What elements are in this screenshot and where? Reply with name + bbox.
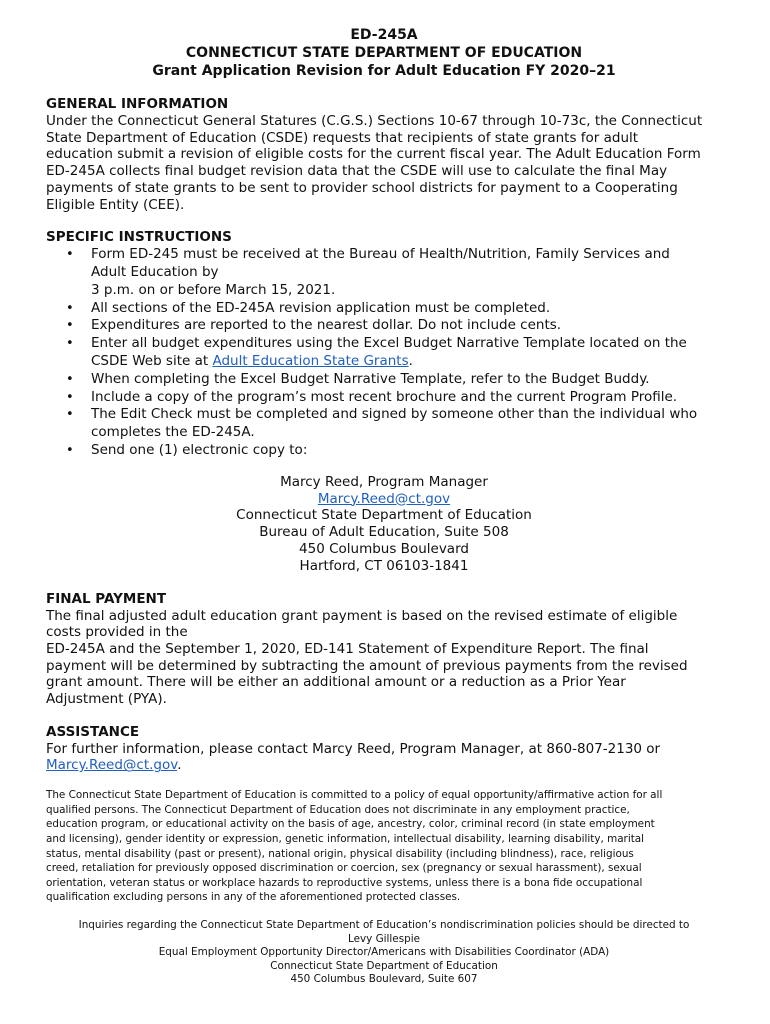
text-line: Equal Employment Opportunity Director/Americans with Disabilities Coordinator (ADA) xyxy=(158,946,610,959)
address-street: 450 Columbus Boulevard xyxy=(299,540,469,557)
text-line: ED-245A collects final budget revision data that the CSDE will use to calculate the final May xyxy=(46,163,668,180)
text-line: State Department of Education (CSDE) requests that recipients of state grants for adult xyxy=(46,129,639,146)
list-item: • Expenditures are reported to the nearest dollar. Do not include cents. xyxy=(46,317,722,335)
text-line: qualification excluding persons in any of the aforementioned protected classes. xyxy=(46,891,461,904)
text-line: education submit a revision of eligible costs for the current fiscal year. The Adult Education Form xyxy=(46,146,701,163)
assistance-section xyxy=(46,724,722,774)
text-line: status, mental disability (past or present), national origin, physical disability (including blindness), race, religious xyxy=(46,847,634,860)
text-fragment: . xyxy=(177,757,182,774)
assistance-email-link[interactable]: Marcy.Reed@ct.gov xyxy=(46,757,178,774)
text-line: creed, retaliation for previously opposed discrimination or coercion, sex (pregnancy or sexual harassment), sexual xyxy=(46,862,642,875)
text-line: education program, or educational activity on the basis of age, ancestry, color, criminal record (in state employment xyxy=(46,818,655,831)
text-line: • The Edit Check must be completed and signed by someone other than the individual who xyxy=(91,406,698,423)
list-item: • All sections of the ED-245A revision application must be completed. xyxy=(46,300,722,318)
address-city: Hartford, CT 06103-1841 xyxy=(299,557,469,574)
text-line: grant amount. There will be either an additional amount or a reduction as a Prior Year xyxy=(46,674,626,691)
list-item: • Send one (1) electronic copy to: xyxy=(46,442,722,460)
final-payment-section xyxy=(46,591,722,708)
general-information-text xyxy=(46,113,722,213)
text-line: qualified persons. The Connecticut Department of Education does not discriminate in any employment practice, xyxy=(46,803,630,816)
text-line: • Form ED-245 must be received at the Bureau of Health/Nutrition, Family Services and xyxy=(91,246,670,263)
instructions-list xyxy=(46,246,722,460)
text-line: and licensing), gender identity or expression, genetic information, intellectual disability, learning disability, marital xyxy=(46,832,645,845)
agency-name: CONNECTICUT STATE DEPARTMENT OF EDUCATION xyxy=(185,45,583,61)
assistance-heading: ASSISTANCE xyxy=(46,723,140,740)
text-line xyxy=(91,353,722,371)
general-information-section xyxy=(46,96,722,213)
text-line: orientation, veteran status or workplace hazards to reproductive systems, unless there is a bona fide occupational xyxy=(46,876,643,889)
document-header xyxy=(46,26,722,80)
inquiries-contact xyxy=(46,919,722,987)
mailing-address xyxy=(46,474,722,575)
final-payment-text xyxy=(46,608,722,708)
text-line: costs provided in the xyxy=(46,624,188,641)
text-line xyxy=(46,757,722,774)
nondiscrimination-text xyxy=(46,788,722,905)
list-item: • Include a copy of the program’s most recent brochure and the current Program Profile. xyxy=(46,389,722,407)
assistance-text xyxy=(46,741,722,774)
text-line: The Connecticut State Department of Education is committed to a policy of equal opportunity/affirmative action for all xyxy=(46,789,663,802)
text-line: ED-245A and the September 1, 2020, ED-141 Statement of Expenditure Report. The final xyxy=(46,640,649,657)
general-information-heading: GENERAL INFORMATION xyxy=(46,96,229,112)
form-id: ED-245A xyxy=(350,27,418,43)
text-line: Inquiries regarding the Connecticut State Department of Education’s nondiscrimination policies should be directed to xyxy=(78,918,690,931)
address-org: Connecticut State Department of Education xyxy=(236,507,532,524)
text-line: Adjustment (PYA). xyxy=(46,691,167,708)
text-line: 450 Columbus Boulevard, Suite 607 xyxy=(290,973,478,986)
text-line: 3 p.m. on or before March 15, 2021. xyxy=(91,281,336,298)
nondiscrimination-statement xyxy=(46,788,722,905)
specific-instructions-heading: SPECIFIC INSTRUCTIONS xyxy=(46,229,232,246)
text-line: For further information, please contact Marcy Reed, Program Manager, at 860-807-2130 or xyxy=(46,740,661,757)
text-line: payments of state grants to be sent to provider school districts for payment to a Cooperating xyxy=(46,179,678,196)
contact-name: Marcy Reed, Program Manager xyxy=(280,473,488,490)
text-line: completes the ED-245A. xyxy=(91,424,255,441)
text-fragment: CSDE Web site at xyxy=(91,353,213,369)
address-bureau: Bureau of Adult Education, Suite 508 xyxy=(259,524,509,541)
list-item xyxy=(46,406,722,442)
contact-email-link[interactable]: Marcy.Reed@ct.gov xyxy=(317,490,451,507)
text-line: • Enter all budget expenditures using the Excel Budget Narrative Template located on the xyxy=(91,335,687,352)
text-line: Connecticut State Department of Education xyxy=(270,959,498,972)
text-line: Levy Gillespie xyxy=(348,932,420,945)
text-line: payment will be determined by subtracting the amount of previous payments from the revised xyxy=(46,657,688,674)
list-item xyxy=(46,246,722,299)
text-fragment: . xyxy=(408,353,413,369)
text-line: Adult Education by xyxy=(91,264,219,281)
document-title: Grant Application Revision for Adult Education FY 2020–21 xyxy=(152,63,616,79)
final-payment-heading: FINAL PAYMENT xyxy=(46,590,167,607)
text-line: The final adjusted adult education grant payment is based on the revised estimate of eligible xyxy=(46,607,678,624)
list-item xyxy=(46,335,722,371)
specific-instructions-section xyxy=(46,229,722,574)
adult-education-state-grants-link[interactable]: Adult Education State Grants xyxy=(212,353,409,369)
list-item: • When completing the Excel Budget Narrative Template, refer to the Budget Buddy. xyxy=(46,371,722,389)
text-line: Eligible Entity (CEE). xyxy=(46,196,185,213)
text-line: Under the Connecticut General Statures (C.G.S.) Sections 10-67 through 10-73c, the Connecticut xyxy=(46,113,703,129)
